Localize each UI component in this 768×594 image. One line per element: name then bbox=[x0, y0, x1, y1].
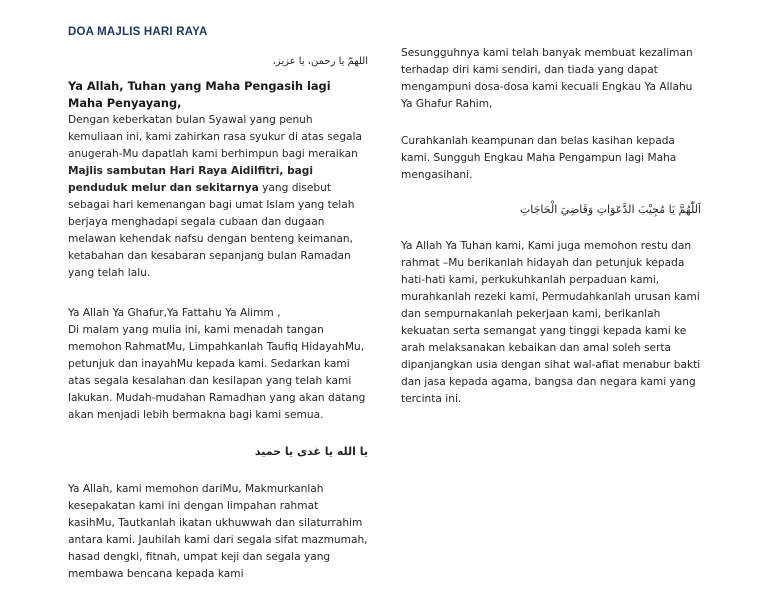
paragraph-syawal bbox=[68, 112, 368, 282]
paragraph-restu: Ya Allah Ya Tuhan kami, Kami juga memohon restu dan rahmat –Mu berikanlah hidayah dan petunjuk kepada hati-hati kami, perkukuhkanlah perpaduan kami, murahkanlah rezeki kami, Permudahkanlah urusan kami dan sempurnakanlah pekerjaan kami, berikanlah kekuatan serta semangat yang tinggi kepada kami ke arah melaksanakan kebaikan dan amal soleh serta dipanjangkan usia dengan sihat wal-afiat menabur bakti dan jasa kepada agama, bangsa dan negara kami yang tercinta ini. bbox=[401, 240, 701, 405]
arabic-invocation-2: يا الله يا غدى يا حميد bbox=[254, 445, 368, 458]
document-title: DOA MAJLIS HARI RAYA bbox=[68, 26, 208, 38]
paragraph-keampunan: Curahkanlah keampunan dan belas kasihan kepada kami. Sungguh Engkau Maha Pengampun lagi Maha mengasihani. bbox=[401, 135, 677, 181]
paragraph-syawal-bold: Majlis sambutan Hari Raya Aidilfitri, bagi penduduk melur dan sekitarnya bbox=[68, 165, 314, 194]
paragraph-malam: Di malam yang mulia ini, kami menadah tangan memohon RahmatMu, Limpahkanlah Taufiq HidayahMu, petunjuk dan inayahMu kepada kami. Sedarkan kami atas segala kesalahan dan kesilapan yang telah kami lakukan. Mudah-mudahan Ramadhan yang akan datang akan menjadi lebih bermakna bagi kami semua. bbox=[68, 324, 366, 421]
invocation-line: Ya Allah Ya Ghafur,Ya Fattahu Ya Alimm , bbox=[68, 307, 281, 319]
arabic-invocation-3: اَللّٰهُمَّ يَا مُجِيْبَ الدَّعَوَاتِ وَقَاضِيَ الْحَاجَاتِ bbox=[519, 203, 701, 216]
paragraph-syawal-text-b: yang disebut sebagai hari kemenangan bagi umat Islam yang telah berjaya menghadapi segala cubaan dan dugaan melawan kehendak nafsu dengan benteng keimanan, ketabahan dan kesabaran sepanjang bulan Ramadan yang telah lalu. bbox=[68, 182, 355, 279]
paragraph-makmurkan: Ya Allah, kami memohon dariMu, Makmurkanlah kesepakatan kami ini dengan limpahan rahmat kasihMu, Tautkanlah ikatan ukhuwwah dan silaturrahim antara kami. Jauhilah kami dari segala sifat mazmumah, hasad dengki, fitnah, umpat keji dan segala yang membawa bencana kepada kami bbox=[68, 483, 368, 580]
paragraph-kezaliman: Sesungguhnya kami telah banyak membuat kezaliman terhadap diri kami sendiri, dan tiada yang dapat mengampuni dosa-dosa kami kecuali Engkau Ya Allahu Ya Ghafur Rahim, bbox=[401, 47, 693, 110]
arabic-invocation-1: اللهمّ يا رحمن، يا عزيز، bbox=[272, 56, 368, 67]
prayer-heading: Ya Allah, Tuhan yang Maha Pengasih lagi Maha Penyayang, bbox=[68, 79, 331, 110]
paragraph-syawal-text-a: Dengan keberkatan bulan Syawal yang penuh kemuliaan ini, kami zahirkan rasa syukur di atas segala anugerah-Mu dapatlah kami berhimpun bagi meraikan bbox=[68, 114, 362, 160]
